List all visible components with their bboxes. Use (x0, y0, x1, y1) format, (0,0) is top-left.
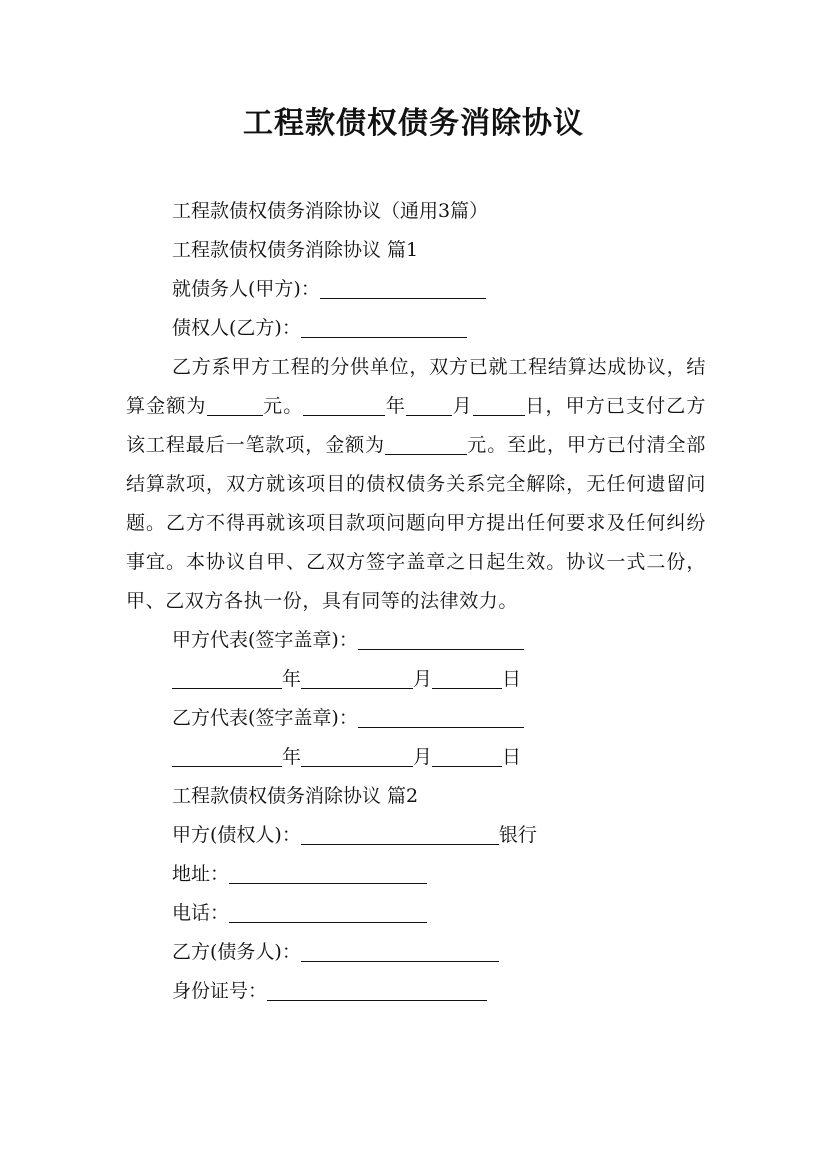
party-a-blank (301, 822, 499, 845)
debtor-label: 就债务人(甲方)： (172, 278, 320, 300)
date-a-day-blank (432, 666, 502, 689)
rep-a-label: 甲方代表(签字盖章)： (172, 629, 358, 651)
document-body (126, 192, 706, 1011)
date-a-year-blank (172, 666, 282, 689)
party-b-line (126, 933, 706, 972)
id-line (126, 972, 706, 1011)
party-a-line (126, 816, 706, 855)
date-b-day-blank (432, 744, 502, 767)
creditor-blank (301, 315, 467, 338)
creditor-label: 债权人(乙方)： (172, 317, 301, 339)
party-a-label: 甲方(债权人)： (172, 824, 301, 846)
year-blank (303, 393, 385, 416)
day-blank (473, 393, 525, 416)
date-b-month-blank (301, 744, 413, 767)
phone-blank (229, 900, 427, 923)
debtor-line (126, 270, 706, 309)
amount-blank (207, 393, 263, 416)
phone-label: 电话： (172, 902, 230, 924)
section-heading-1: 工程款债权债务消除协议 篇1 (172, 239, 419, 261)
date-line-b: 年 月 日 (126, 738, 706, 777)
creditor-line (126, 309, 706, 348)
date-a-month-blank (301, 666, 413, 689)
section-heading-2: 工程款债权债务消除协议 篇2 (172, 785, 419, 807)
address-line (126, 855, 706, 894)
party-b-blank (301, 939, 499, 962)
address-label: 地址： (172, 863, 230, 885)
party-b-label: 乙方(债务人)： (172, 941, 301, 963)
document-title: 工程款债权债务消除协议 (243, 106, 584, 141)
rep-b-line (126, 699, 706, 738)
phone-line (126, 894, 706, 933)
final-amount-blank (385, 432, 467, 455)
month-blank (406, 393, 452, 416)
address-blank (229, 861, 427, 884)
id-label: 身份证号： (172, 980, 268, 1002)
bank-suffix: 银行 (498, 824, 537, 846)
rep-b-blank (358, 705, 524, 728)
date-line-a: 年 月 日 (126, 660, 706, 699)
rep-a-blank (358, 627, 524, 650)
debtor-blank (320, 276, 486, 299)
rep-a-line (126, 621, 706, 660)
date-b-year-blank (172, 744, 282, 767)
agreement-paragraph: 乙方系甲方工程的分供单位，双方已就工程结算达成协议，结算金额为 元。 年 月 日，甲方已支付乙方该工程最后一笔款项，金额为 元。至此，甲方已付清全部结算款项，双方就该项目的债权债务关系完全解除，无任何遗留问题。乙方不得再就该项目款项问题向甲方提出任何要求及任何纠纷事宜。本协议自甲、乙双方签字盖章之日起生效。协议一式二份，甲、乙双方各执一份，具有同等的法律效力。 (126, 356, 707, 612)
id-blank (267, 978, 487, 1001)
rep-b-label: 乙方代表(签字盖章)： (172, 707, 358, 729)
collection-heading: 工程款债权债务消除协议（通用3篇） (172, 200, 489, 222)
